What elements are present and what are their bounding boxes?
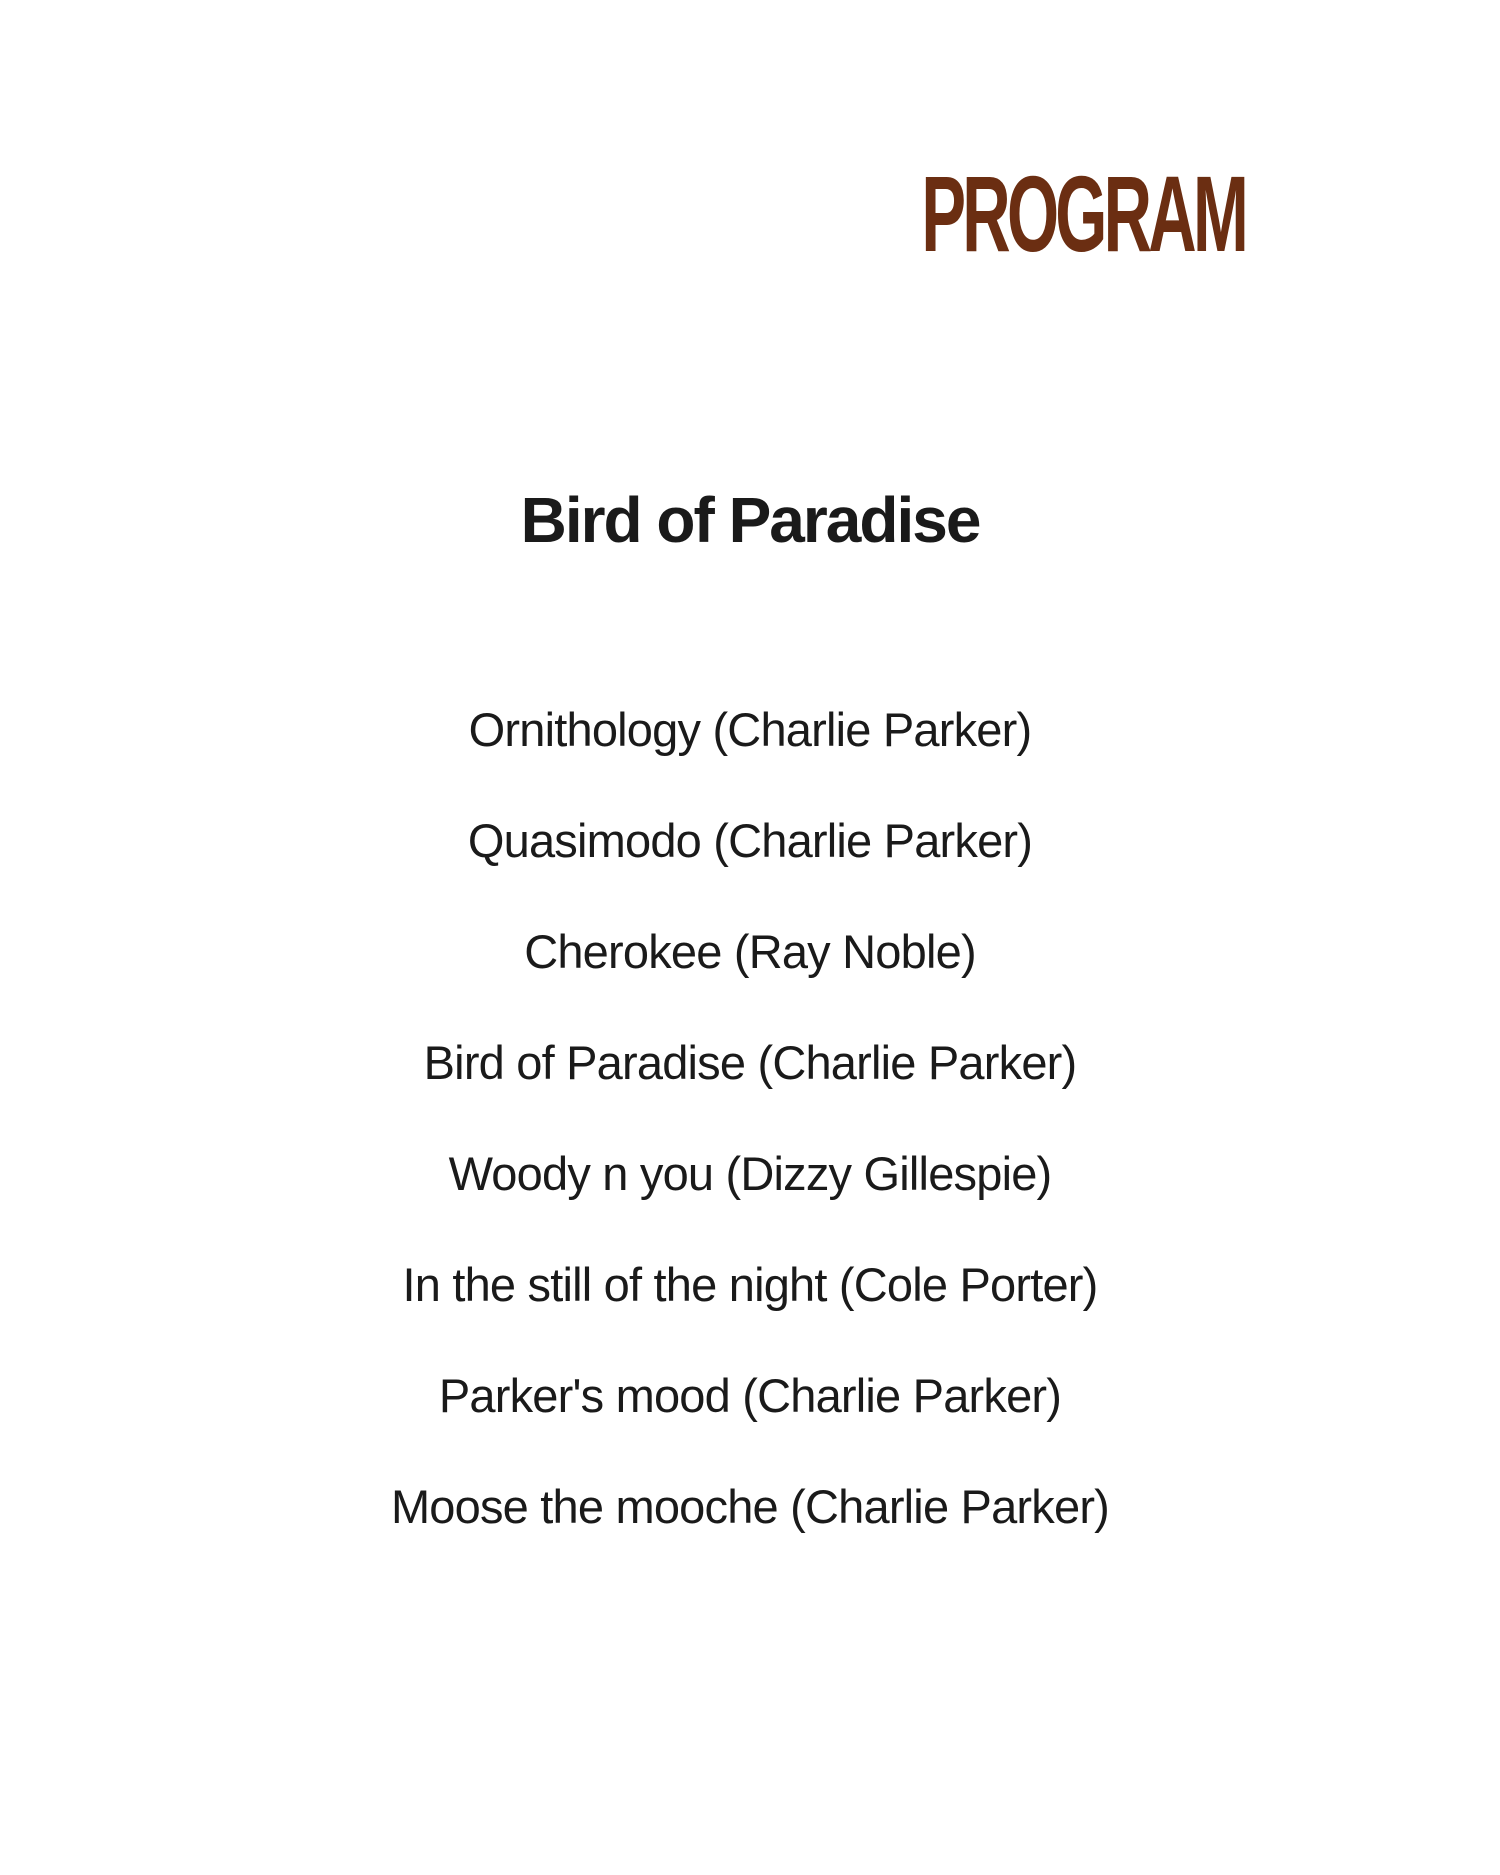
- track-list: [0, 700, 1500, 1588]
- track-item: Woody n you (Dizzy Gillespie): [448, 1147, 1052, 1200]
- page-header: PROGRAM: [921, 153, 1245, 274]
- track-item: Ornithology (Charlie Parker): [468, 703, 1032, 756]
- track-item: Moose the mooche (Charlie Parker): [390, 1480, 1110, 1533]
- track-item: Bird of Paradise (Charlie Parker): [423, 1036, 1077, 1089]
- program-title: Bird of Paradise: [520, 484, 980, 556]
- track-item: Parker's mood (Charlie Parker): [438, 1369, 1062, 1422]
- track-item: Cherokee (Ray Noble): [524, 925, 976, 978]
- track-item: In the still of the night (Cole Porter): [402, 1258, 1098, 1311]
- track-item: Quasimodo (Charlie Parker): [467, 814, 1033, 867]
